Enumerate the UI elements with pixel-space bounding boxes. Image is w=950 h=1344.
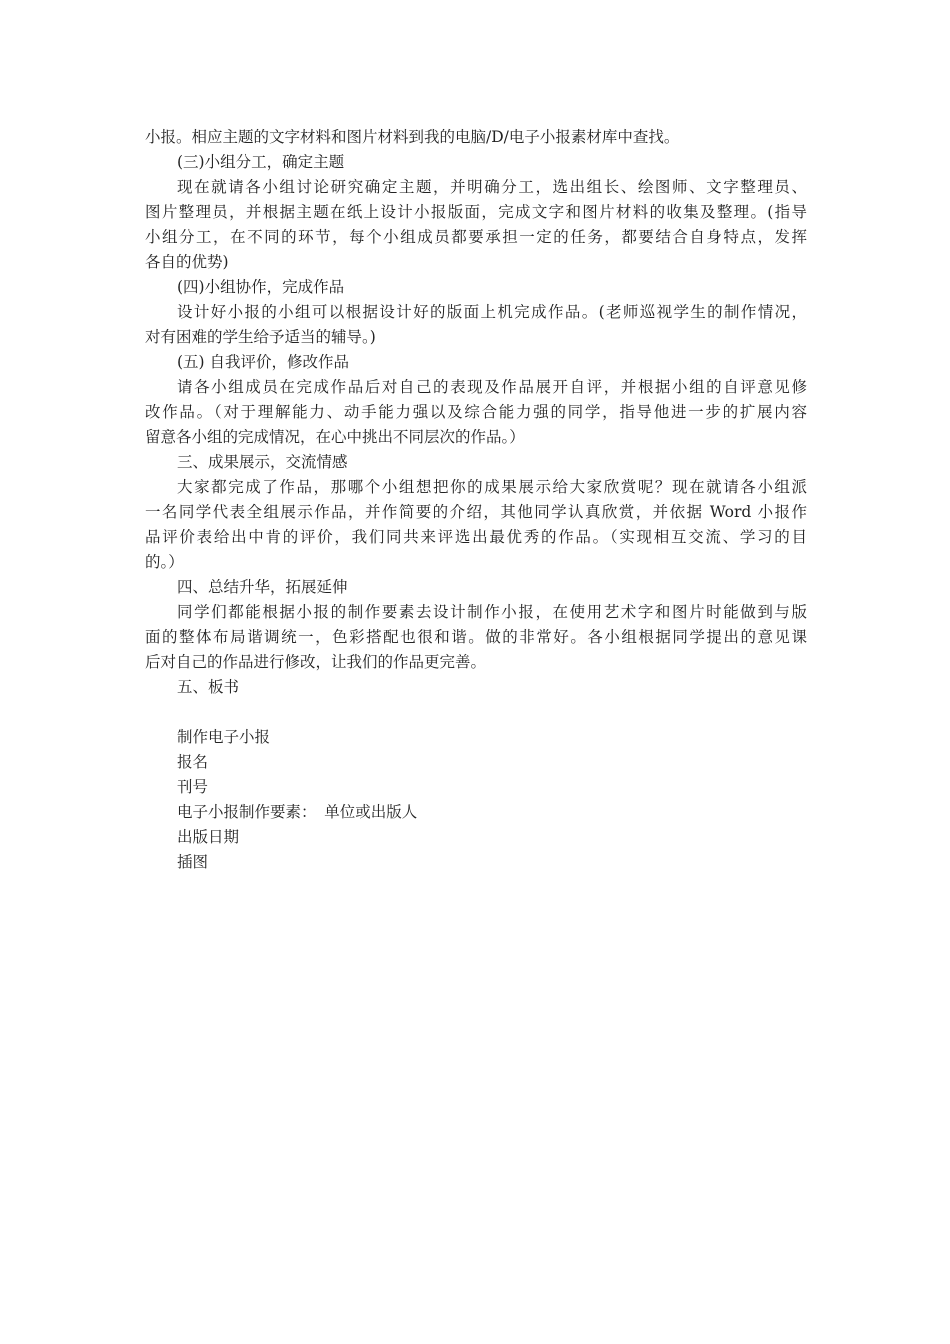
text-line: 大家都完成了作品，那哪个小组想把你的成果展示给大家欣赏呢？现在就请各小组派 bbox=[177, 478, 807, 496]
text-line: 插图 bbox=[177, 853, 209, 871]
text-line: (三)小组分工，确定主题 bbox=[177, 153, 345, 171]
text-line: 五、板书 bbox=[177, 678, 240, 696]
text-line: 各自的优势) bbox=[145, 253, 229, 271]
text-line: 一名同学代表全组展示作品，并作简要的介绍，其他同学认真欣赏，并依据 Word 小报作 bbox=[145, 503, 807, 521]
text-line: 品评价表给出中肯的评价，我们同共来评选出最优秀的作品。（实现相互交流、学习的目 bbox=[145, 528, 807, 546]
text-line: 同学们都能根据小报的制作要素去设计制作小报，在使用艺术字和图片时能做到与版 bbox=[177, 603, 807, 621]
text-line: 改作品。（对于理解能力、动手能力强以及综合能力强的同学，指导他进一步的扩展内容 bbox=[145, 403, 807, 421]
text-line: 刊号 bbox=[177, 778, 209, 796]
text-line: 请各小组成员在完成作品后对自己的表现及作品展开自评，并根据小组的自评意见修 bbox=[177, 378, 807, 396]
text-line: 报名 bbox=[177, 753, 209, 771]
text-line: 对有困难的学生给予适当的辅导。) bbox=[145, 328, 376, 346]
text-line: 现在就请各小组讨论研究确定主题，并明确分工，选出组长、绘图师、文字整理员、 bbox=[177, 178, 807, 196]
text-line: 后对自己的作品进行修改，让我们的作品更完善。 bbox=[145, 653, 487, 671]
text-line: 出版日期 bbox=[177, 828, 240, 846]
text-line: (四)小组协作，完成作品 bbox=[177, 278, 345, 296]
text-line: 图片整理员，并根据主题在纸上设计小报版面，完成文字和图片材料的收集及整理。(指导 bbox=[145, 203, 807, 221]
blank-line bbox=[145, 700, 807, 725]
text-line: 小组分工，在不同的环节，每个小组成员都要承担一定的任务，都要结合自身特点，发挥 bbox=[145, 228, 807, 246]
text-line: 设计好小报的小组可以根据设计好的版面上机完成作品。(老师巡视学生的制作情况， bbox=[177, 303, 807, 321]
text-line: 面的整体布局谐调统一，色彩搭配也很和谐。做的非常好。各小组根据同学提出的意见课 bbox=[145, 628, 807, 646]
document-page bbox=[145, 125, 807, 875]
text-line: 的。） bbox=[145, 553, 184, 571]
text-line: 留意各小组的完成情况，在心中挑出不同层次的作品。） bbox=[145, 428, 525, 446]
text-line: 小报。相应主题的文字材料和图片材料到我的电脑/D/电子小报素材库中查找。 bbox=[145, 128, 680, 146]
text-line: 三、成果展示，交流情感 bbox=[177, 453, 348, 471]
text-line: (五) 自我评价，修改作品 bbox=[177, 353, 350, 371]
text-line: 四、总结升华，拓展延伸 bbox=[177, 578, 348, 596]
text-line: 制作电子小报 bbox=[177, 728, 271, 746]
text-line: 电子小报制作要素： 单位或出版人 bbox=[177, 803, 418, 821]
